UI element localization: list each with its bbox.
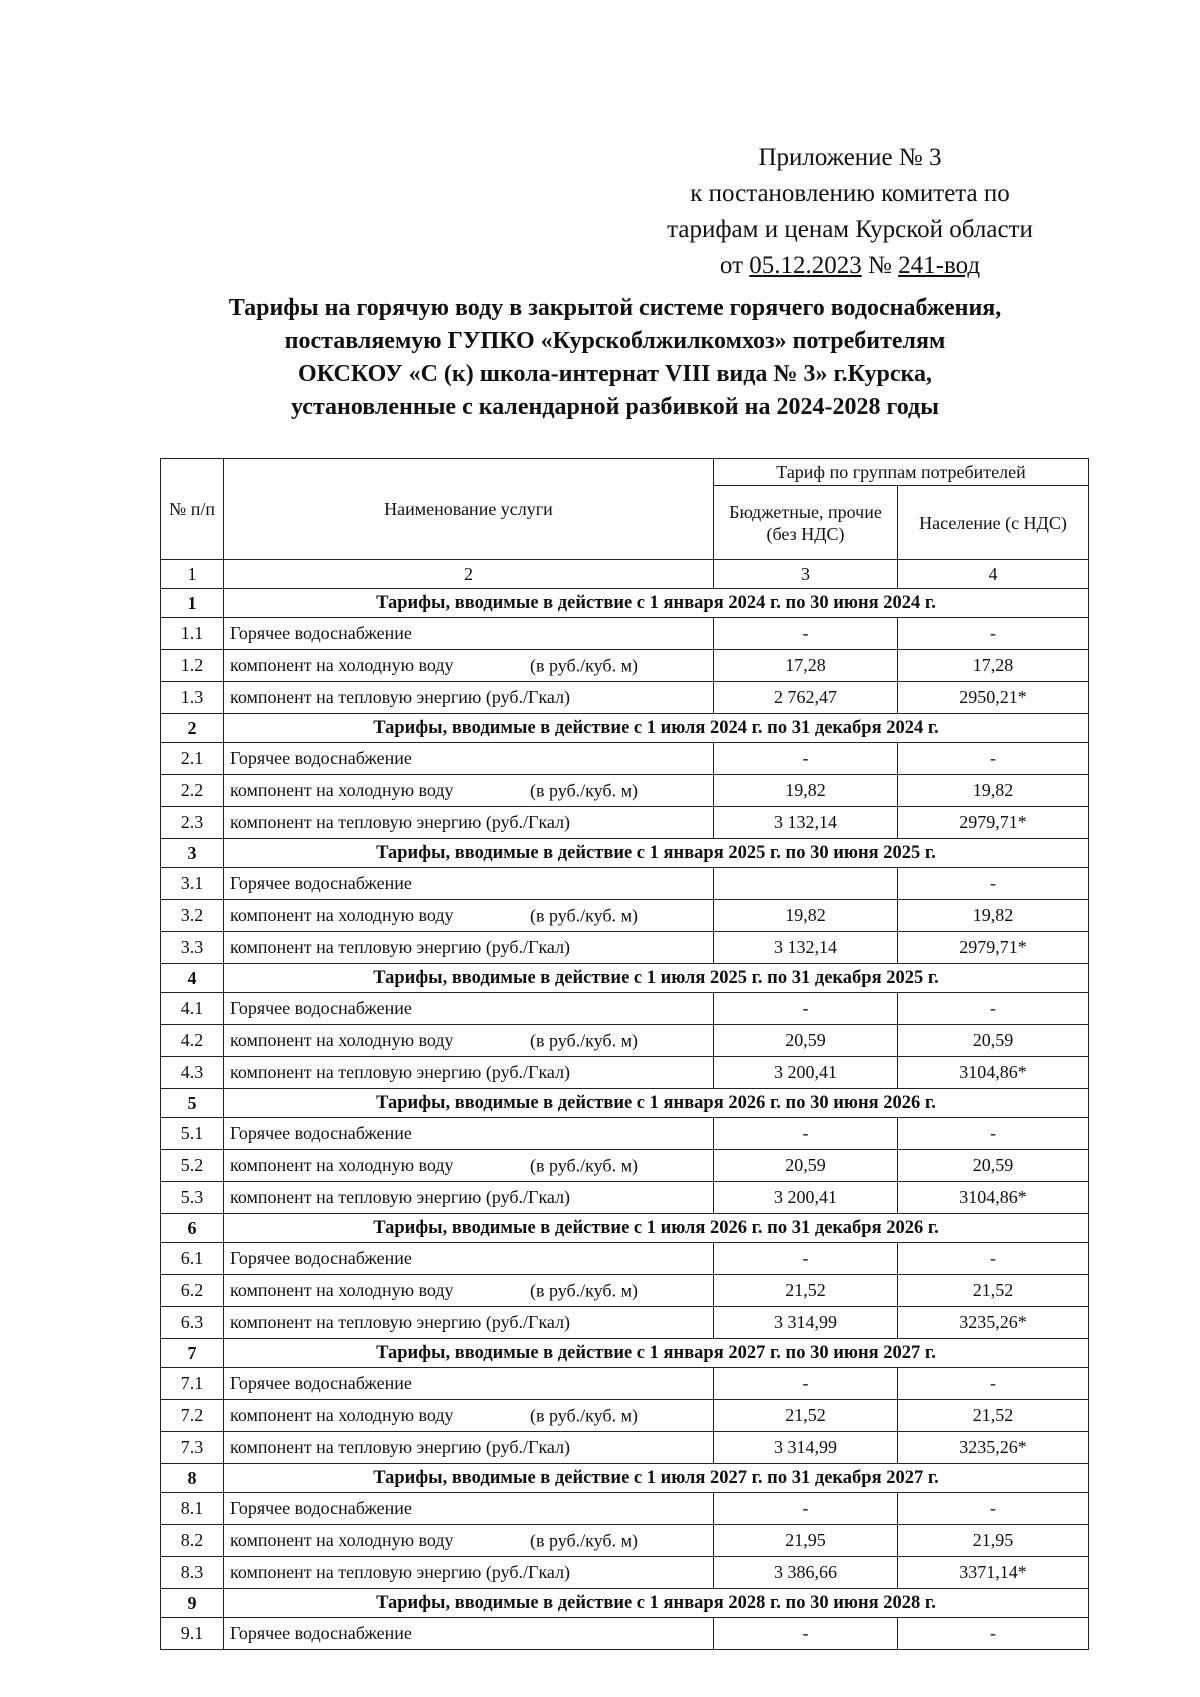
table-row bbox=[161, 1025, 1089, 1057]
section-number: 9 bbox=[161, 1589, 224, 1618]
row-budget-value: 20,59 bbox=[714, 1025, 898, 1057]
row-service-name bbox=[224, 1400, 714, 1432]
table-row bbox=[161, 1432, 1089, 1464]
row-budget-value: - bbox=[714, 1368, 898, 1400]
table-row bbox=[161, 1057, 1089, 1089]
table-row bbox=[161, 1400, 1089, 1432]
row-service-name bbox=[224, 618, 714, 650]
row-population-value: 20,59 bbox=[898, 1150, 1089, 1182]
table-row bbox=[161, 900, 1089, 932]
row-service-name bbox=[224, 1525, 714, 1557]
appendix-block bbox=[620, 140, 1080, 284]
table-row bbox=[161, 1275, 1089, 1307]
section-title: Тарифы, вводимые в действие с 1 января 2025 г. по 30 июня 2025 г. bbox=[224, 839, 1089, 868]
row-number: 3.2 bbox=[161, 900, 224, 932]
appendix-prefix: от bbox=[719, 252, 744, 279]
title-line-2: поставляемую ГУПКО «Курскоблжилкомхоз» потребителям bbox=[284, 328, 946, 354]
row-number: 8.2 bbox=[161, 1525, 224, 1557]
row-unit: (в руб./куб. м) bbox=[530, 1405, 638, 1425]
row-service-label: компонент на холодную воду bbox=[230, 905, 454, 925]
table-row bbox=[161, 1525, 1089, 1557]
appendix-number-sign: № bbox=[868, 252, 892, 279]
row-number: 2.2 bbox=[161, 775, 224, 807]
row-budget-value: 3 314,99 bbox=[714, 1432, 898, 1464]
table-row bbox=[161, 1243, 1089, 1275]
row-number: 8.3 bbox=[161, 1557, 224, 1589]
title-line-1: Тарифы на горячую воду в закрытой системе горячего водоснабжения, bbox=[228, 295, 1002, 321]
row-budget-value: - bbox=[714, 618, 898, 650]
table-row bbox=[161, 650, 1089, 682]
row-budget-value: 2 762,47 bbox=[714, 682, 898, 714]
row-population-value: 3104,86* bbox=[898, 1057, 1089, 1089]
row-population-value: - bbox=[898, 1118, 1089, 1150]
header-tariff-group: Тариф по группам потребителей bbox=[714, 459, 1089, 486]
row-population-value: - bbox=[898, 1368, 1089, 1400]
section-row bbox=[161, 839, 1089, 868]
row-service-name bbox=[224, 1182, 714, 1214]
row-service-label: компонент на тепловую энергию (руб./Гкал) bbox=[230, 937, 571, 957]
header-num: № п/п bbox=[161, 459, 224, 560]
table-row bbox=[161, 743, 1089, 775]
row-service-label: Горячее водоснабжение bbox=[230, 1248, 412, 1268]
row-population-value: - bbox=[898, 1493, 1089, 1525]
row-population-value: - bbox=[898, 1618, 1089, 1650]
row-service-name bbox=[224, 1057, 714, 1089]
row-service-label: компонент на холодную воду bbox=[230, 1530, 454, 1550]
column-index-row bbox=[161, 560, 1089, 589]
row-number: 1.1 bbox=[161, 618, 224, 650]
row-service-label: Горячее водоснабжение bbox=[230, 748, 412, 768]
header-budget: Бюджетные, прочие (без НДС) bbox=[714, 486, 898, 560]
row-number: 7.2 bbox=[161, 1400, 224, 1432]
header-population: Население (с НДС) bbox=[898, 486, 1089, 560]
row-service-name bbox=[224, 1493, 714, 1525]
row-population-value: 3235,26* bbox=[898, 1432, 1089, 1464]
row-budget-value: 19,82 bbox=[714, 775, 898, 807]
section-number: 6 bbox=[161, 1214, 224, 1243]
table-row bbox=[161, 1557, 1089, 1589]
row-population-value: 19,82 bbox=[898, 900, 1089, 932]
row-unit: (в руб./куб. м) bbox=[530, 1280, 638, 1300]
row-service-label: компонент на тепловую энергию (руб./Гкал) bbox=[230, 1562, 571, 1582]
row-number: 3.1 bbox=[161, 868, 224, 900]
section-title: Тарифы, вводимые в действие с 1 января 2027 г. по 30 июня 2027 г. bbox=[224, 1339, 1089, 1368]
row-number: 8.1 bbox=[161, 1493, 224, 1525]
row-service-label: компонент на тепловую энергию (руб./Гкал) bbox=[230, 812, 571, 832]
section-row bbox=[161, 1339, 1089, 1368]
row-population-value: 21,95 bbox=[898, 1525, 1089, 1557]
row-service-label: компонент на холодную воду bbox=[230, 1280, 454, 1300]
section-number: 7 bbox=[161, 1339, 224, 1368]
table-row bbox=[161, 807, 1089, 839]
row-population-value: 17,28 bbox=[898, 650, 1089, 682]
table-header-row bbox=[161, 459, 1089, 486]
row-population-value: 3104,86* bbox=[898, 1182, 1089, 1214]
row-budget-value: 17,28 bbox=[714, 650, 898, 682]
row-service-name bbox=[224, 1150, 714, 1182]
table-row bbox=[161, 993, 1089, 1025]
row-service-name bbox=[224, 1368, 714, 1400]
section-title: Тарифы, вводимые в действие с 1 июля 2025 г. по 31 декабря 2025 г. bbox=[224, 964, 1089, 993]
row-budget-value: 3 132,14 bbox=[714, 807, 898, 839]
row-service-label: компонент на тепловую энергию (руб./Гкал) bbox=[230, 1312, 571, 1332]
row-budget-value: 3 314,99 bbox=[714, 1307, 898, 1339]
table-row bbox=[161, 682, 1089, 714]
row-budget-value: - bbox=[714, 743, 898, 775]
header-service: Наименование услуги bbox=[224, 459, 714, 560]
column-index-cell: 4 bbox=[898, 560, 1089, 589]
section-number: 2 bbox=[161, 714, 224, 743]
row-budget-value: 3 132,14 bbox=[714, 932, 898, 964]
appendix-line-3: тарифам и ценам Курской области bbox=[667, 216, 1033, 243]
row-budget-value: 19,82 bbox=[714, 900, 898, 932]
row-service-name bbox=[224, 932, 714, 964]
section-row bbox=[161, 589, 1089, 618]
title-line-4: установленные с календарной разбивкой на 2024-2028 годы bbox=[291, 394, 939, 420]
row-service-name bbox=[224, 1118, 714, 1150]
table-row bbox=[161, 932, 1089, 964]
table-row bbox=[161, 1118, 1089, 1150]
row-population-value: 19,82 bbox=[898, 775, 1089, 807]
row-number: 5.2 bbox=[161, 1150, 224, 1182]
row-population-value: 3235,26* bbox=[898, 1307, 1089, 1339]
row-population-value: 2950,21* bbox=[898, 682, 1089, 714]
row-service-label: компонент на холодную воду bbox=[230, 1405, 454, 1425]
row-budget-value bbox=[714, 868, 898, 900]
row-number: 2.3 bbox=[161, 807, 224, 839]
row-service-label: компонент на тепловую энергию (руб./Гкал) bbox=[230, 1062, 571, 1082]
row-number: 7.3 bbox=[161, 1432, 224, 1464]
row-population-value: - bbox=[898, 868, 1089, 900]
table-row bbox=[161, 1368, 1089, 1400]
row-population-value: - bbox=[898, 993, 1089, 1025]
row-budget-value: - bbox=[714, 1118, 898, 1150]
section-title: Тарифы, вводимые в действие с 1 января 2026 г. по 30 июня 2026 г. bbox=[224, 1089, 1089, 1118]
row-service-label: Горячее водоснабжение bbox=[230, 873, 412, 893]
row-number: 4.1 bbox=[161, 993, 224, 1025]
row-number: 5.3 bbox=[161, 1182, 224, 1214]
section-title: Тарифы, вводимые в действие с 1 января 2024 г. по 30 июня 2024 г. bbox=[224, 589, 1089, 618]
row-unit: (в руб./куб. м) bbox=[530, 1030, 638, 1050]
row-budget-value: 20,59 bbox=[714, 1150, 898, 1182]
section-number: 1 bbox=[161, 589, 224, 618]
row-number: 5.1 bbox=[161, 1118, 224, 1150]
row-number: 1.2 bbox=[161, 650, 224, 682]
row-service-name bbox=[224, 1275, 714, 1307]
row-service-label: компонент на тепловую энергию (руб./Гкал) bbox=[230, 1437, 571, 1457]
row-service-name bbox=[224, 1618, 714, 1650]
appendix-line-4 bbox=[620, 248, 1080, 284]
row-service-label: Горячее водоснабжение bbox=[230, 1623, 412, 1643]
row-service-name bbox=[224, 993, 714, 1025]
row-unit: (в руб./куб. м) bbox=[530, 1155, 638, 1175]
row-budget-value: - bbox=[714, 1618, 898, 1650]
row-number: 4.3 bbox=[161, 1057, 224, 1089]
column-index-cell: 3 bbox=[714, 560, 898, 589]
row-service-name bbox=[224, 1432, 714, 1464]
row-budget-value: 3 200,41 bbox=[714, 1182, 898, 1214]
table-row bbox=[161, 1307, 1089, 1339]
row-population-value: - bbox=[898, 743, 1089, 775]
row-budget-value: - bbox=[714, 1243, 898, 1275]
section-row bbox=[161, 1089, 1089, 1118]
row-budget-value: 3 386,66 bbox=[714, 1557, 898, 1589]
row-unit: (в руб./куб. м) bbox=[530, 905, 638, 925]
appendix-number: 241-вод bbox=[898, 252, 981, 279]
row-number: 9.1 bbox=[161, 1618, 224, 1650]
row-budget-value: 21,52 bbox=[714, 1275, 898, 1307]
appendix-line-1: Приложение № 3 bbox=[758, 144, 942, 171]
row-number: 4.2 bbox=[161, 1025, 224, 1057]
row-budget-value: - bbox=[714, 993, 898, 1025]
section-number: 3 bbox=[161, 839, 224, 868]
section-row bbox=[161, 964, 1089, 993]
column-index-cell: 1 bbox=[161, 560, 224, 589]
row-service-label: компонент на холодную воду bbox=[230, 655, 454, 675]
section-row bbox=[161, 1214, 1089, 1243]
section-title: Тарифы, вводимые в действие с 1 июля 2026 г. по 31 декабря 2026 г. bbox=[224, 1214, 1089, 1243]
row-service-label: Горячее водоснабжение bbox=[230, 1498, 412, 1518]
row-unit: (в руб./куб. м) bbox=[530, 655, 638, 675]
table-row bbox=[161, 1618, 1089, 1650]
tariff-table bbox=[160, 458, 1089, 1650]
row-service-name bbox=[224, 807, 714, 839]
row-service-name bbox=[224, 682, 714, 714]
row-service-label: Горячее водоснабжение bbox=[230, 1123, 412, 1143]
row-number: 6.2 bbox=[161, 1275, 224, 1307]
table-row bbox=[161, 1150, 1089, 1182]
row-population-value: 21,52 bbox=[898, 1275, 1089, 1307]
row-service-label: Горячее водоснабжение bbox=[230, 1373, 412, 1393]
row-service-name bbox=[224, 1243, 714, 1275]
table-row bbox=[161, 1182, 1089, 1214]
row-budget-value: 3 200,41 bbox=[714, 1057, 898, 1089]
title-line-3: ОКСКОУ «С (к) школа-интернат VIII вида № 3» г.Курска, bbox=[298, 361, 932, 387]
row-service-label: компонент на холодную воду bbox=[230, 780, 454, 800]
row-unit: (в руб./куб. м) bbox=[530, 780, 638, 800]
row-service-label: Горячее водоснабжение bbox=[230, 998, 412, 1018]
row-budget-value: 21,95 bbox=[714, 1525, 898, 1557]
row-number: 2.1 bbox=[161, 743, 224, 775]
section-number: 4 bbox=[161, 964, 224, 993]
row-service-label: компонент на холодную воду bbox=[230, 1030, 454, 1050]
row-unit: (в руб./куб. м) bbox=[530, 1530, 638, 1550]
row-number: 7.1 bbox=[161, 1368, 224, 1400]
row-population-value: 2979,71* bbox=[898, 807, 1089, 839]
row-service-label: компонент на тепловую энергию (руб./Гкал) bbox=[230, 687, 571, 707]
table-row bbox=[161, 618, 1089, 650]
row-population-value: 20,59 bbox=[898, 1025, 1089, 1057]
row-service-name bbox=[224, 868, 714, 900]
row-service-name bbox=[224, 650, 714, 682]
document-title bbox=[140, 292, 1090, 424]
section-title: Тарифы, вводимые в действие с 1 июля 2027 г. по 31 декабря 2027 г. bbox=[224, 1464, 1089, 1493]
row-service-name bbox=[224, 1025, 714, 1057]
row-population-value: 21,52 bbox=[898, 1400, 1089, 1432]
section-row bbox=[161, 714, 1089, 743]
table-row bbox=[161, 1493, 1089, 1525]
row-number: 6.3 bbox=[161, 1307, 224, 1339]
appendix-line-2: к постановлению комитета по bbox=[690, 180, 1010, 207]
row-number: 1.3 bbox=[161, 682, 224, 714]
section-title: Тарифы, вводимые в действие с 1 июля 2024 г. по 31 декабря 2024 г. bbox=[224, 714, 1089, 743]
appendix-date: 05.12.2023 bbox=[749, 252, 862, 279]
row-population-value: 2979,71* bbox=[898, 932, 1089, 964]
row-number: 3.3 bbox=[161, 932, 224, 964]
row-service-name bbox=[224, 743, 714, 775]
row-service-name bbox=[224, 775, 714, 807]
section-title: Тарифы, вводимые в действие с 1 января 2028 г. по 30 июня 2028 г. bbox=[224, 1589, 1089, 1618]
row-service-label: компонент на тепловую энергию (руб./Гкал) bbox=[230, 1187, 571, 1207]
row-population-value: - bbox=[898, 1243, 1089, 1275]
section-number: 5 bbox=[161, 1089, 224, 1118]
row-budget-value: 21,52 bbox=[714, 1400, 898, 1432]
row-number: 6.1 bbox=[161, 1243, 224, 1275]
section-number: 8 bbox=[161, 1464, 224, 1493]
row-population-value: 3371,14* bbox=[898, 1557, 1089, 1589]
row-service-label: Горячее водоснабжение bbox=[230, 623, 412, 643]
row-service-name bbox=[224, 1307, 714, 1339]
section-row bbox=[161, 1464, 1089, 1493]
row-service-name bbox=[224, 900, 714, 932]
row-service-label: компонент на холодную воду bbox=[230, 1155, 454, 1175]
table-row bbox=[161, 868, 1089, 900]
table-row bbox=[161, 775, 1089, 807]
row-budget-value: - bbox=[714, 1493, 898, 1525]
row-population-value: - bbox=[898, 618, 1089, 650]
row-service-name bbox=[224, 1557, 714, 1589]
section-row bbox=[161, 1589, 1089, 1618]
column-index-cell: 2 bbox=[224, 560, 714, 589]
